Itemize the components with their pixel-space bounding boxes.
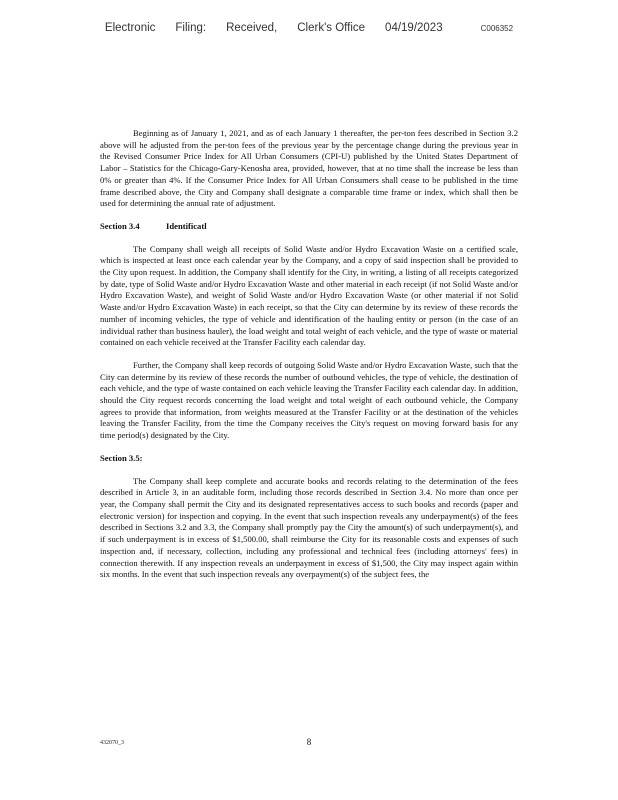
footer-doc-id: 432070_3 — [100, 740, 124, 746]
footer-page-number: 8 — [306, 737, 312, 747]
filing-stamp — [0, 22, 618, 34]
section-3-5-number: Section 3.5: — [100, 452, 143, 463]
stamp-clerks-office: Clerk's Office — [297, 22, 366, 34]
stamp-received: Received, — [226, 22, 278, 34]
stamp-filing: Filing: — [175, 22, 207, 34]
section-3-5-heading — [100, 453, 518, 465]
paragraph-cpi-adjustment: Beginning as of January 1, 2021, and as of each January 1 thereafter, the per-ton fees described in Section 3.2 above will he adjusted from the per-ton fees of the previous year by the percentage change during the previous year in the Revised Consumer Price Index for All Urban Consumers (CPI-U) published by the United States Department of Labor – Statistics for the Chicago-Gary-Kenosha area, provided, however, that at no time shall the increase be less than 0% or greater than 4%. If the Consumer Price Index for All Urban Consumers shall cease to be published in the time frame described above, the City and Company shall designate a comparable time frame or index, which shall then be used for determining the annual rate of adjustment. — [100, 128, 518, 209]
document-body — [100, 128, 518, 592]
section-3-4-heading — [100, 221, 518, 233]
paragraph-weigh-receipts: The Company shall weigh all receipts of Solid Waste and/or Hydro Excavation Waste on a certified scale, which is inspected at least once each calendar year by the Company, and a copy of said inspection shall be provided to the City upon request. In addition, the Company shall identify for the City, in writing, a listing of all receipts categorized by date, type of Solid Waste and/or Hydro Excavation Waste and other material in each receipt (if not Solid Waste and/or Hydro Excavation Waste), and weight of Solid Waste and/or Hydro Excavation Waste (or other material if not Solid Waste and/or Hydro Excavation Waste) in each receipt, so that the City can determine by its review of these records the number of incoming vehicles, the type of vehicle and identification of the hauling entity or person (in the case of an individual rather than business hauler), the load weight and total weight of each vehicle, and the type of waste or material contained on each vehicle received at the Transfer Facility each calendar day. — [100, 243, 518, 348]
paragraph-outgoing-records: Further, the Company shall keep records of outgoing Solid Waste and/or Hydro Excavation Waste, such that the City can determine by its review of these records the number of outbound vehicles, the type of vehicle, the destination of each vehicle, and the type of waste contained on each vehicle leaving the Transfer Facility each calendar day. In addition, should the City request records concerning the load weight and total weight of each outbound vehicle, the Company agrees to provide that information, from weights measured at the Transfer Facility or at the destination of the vehicles leaving the Transfer Facility, from the time the Company receives the City's request on moving forward basis for any time period(s) designated by the City. — [100, 359, 518, 441]
stamp-electronic: Electronic — [104, 22, 156, 34]
stamp-code: C006352 — [480, 24, 514, 33]
stamp-date: 04/19/2023 — [385, 22, 443, 34]
section-3-4-title: Identificatl — [166, 220, 207, 231]
section-3-4-number: Section 3.4 — [100, 220, 140, 231]
paragraph-books-records: The Company shall keep complete and accurate books and records relating to the determination of the fees described in Article 3, in an auditable form, including those records described in Section 3.4. No more than once per year, the Company shall permit the City and its designated representatives access to such books and records (paper and electronic version) for inspection and copying. In the event that such inspection reveals any underpayment(s) of the fees described in Sections 3.2 and 3.3, the Company shall promptly pay the City the amount(s) of such underpayment(s), and if such underpayment is in excess of $1,500.00, shall reimburse the City for its reasonable costs and expenses of such inspection and, if necessary, collection, including any professional and technical fees (including attorneys' fees) in connection therewith. If any inspection reveals an underpayment in excess of $1,500, the City may inspect again within six months. In the event that such inspection reveals any overpayment(s) of the subject fees, the — [100, 475, 518, 580]
